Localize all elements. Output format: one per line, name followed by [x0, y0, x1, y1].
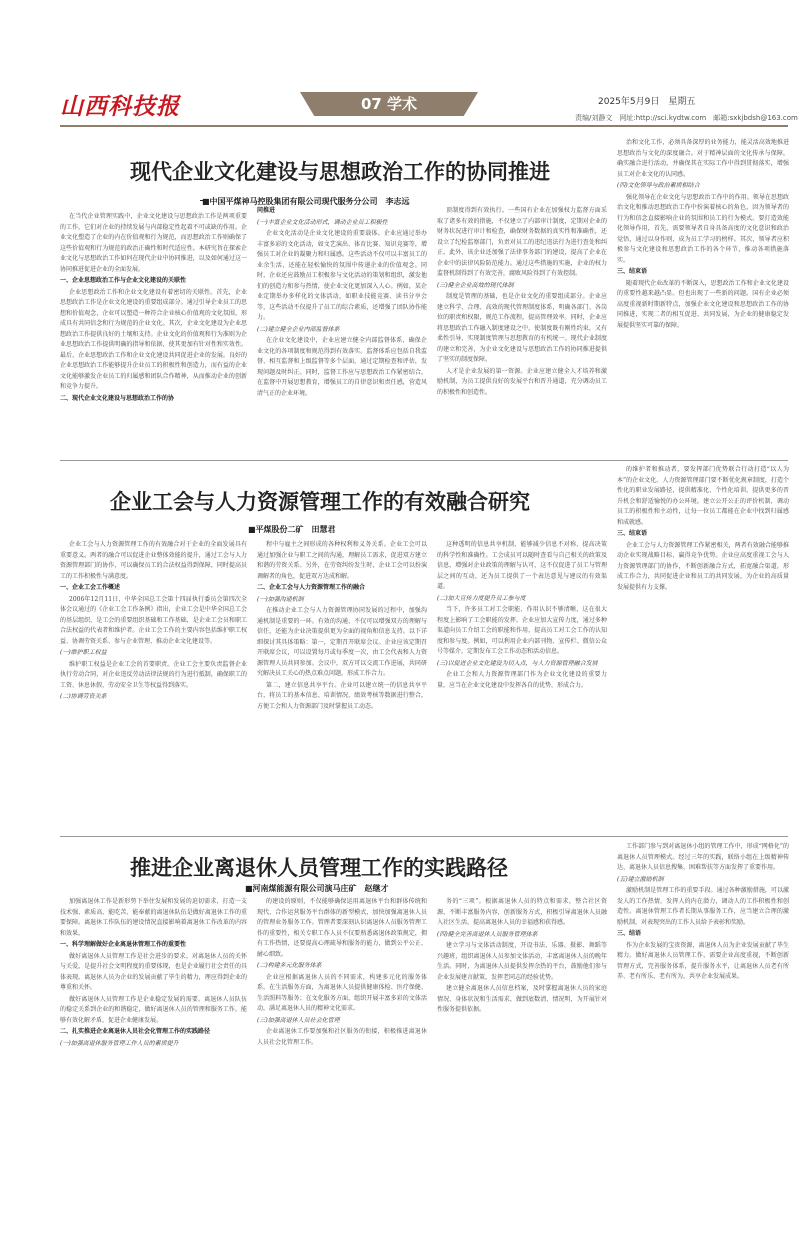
body-paragraph: 作为企业发展的宝贵资源，离退休人员为企业发展贡献了毕生精力。做好离退休人员管理工作，需要企业高度重视，不断创新管理方式，完善服务体系，提升服务水平，让离退休人员老有所养、老有所乐、老有所为，共享企业发展成果。: [617, 941, 789, 980]
body-paragraph: 企业离退休工作要加强和社区服务的衔接，积极推进离退休人员社会化管理工作。: [257, 1028, 427, 1046]
section-heading: (一)丰富企业文化活动形式，调动企业员工积极性: [257, 218, 388, 226]
section-heading: 一、企业工会工作概述: [60, 584, 121, 591]
body-paragraph: 企业应根据离退休人员的不同需求，构建多元化的服务体系。在生活服务方面，为离退休人员提供健康体检、医疗保健、生活照料等服务；在文化服务方面，组织开展丰富多彩的文体活动，满足离退休人员的精神文化需求。: [257, 973, 427, 1012]
article-1-col-2: [257, 206, 427, 452]
section-heading: 一、企业思想政治工作与企业文化建设的关联性: [60, 277, 187, 284]
article-3-byline: ■河南煤能源有限公司演马庄矿 赵继才: [245, 884, 389, 893]
article-2-col-2: [257, 540, 427, 830]
section-label: 07 学术: [360, 95, 418, 113]
article-1-col-3: [437, 206, 607, 452]
article-2-col-4: [617, 465, 789, 830]
body-paragraph: 做好离退休人员管理工作是社会进步的要求。对离退休人员的关怀与关爱，是提升社会文明程度的重要体现，也是企业履行社会责任的具体表现。离退休人员为企业的发展贡献了毕生的精力，理应得到企业的尊重和关怀。: [60, 952, 247, 991]
article-1-title: 现代企业文化建设与思想政治工作的协同推进: [130, 160, 550, 184]
body-paragraph: 在推动企业工会与人力资源管理协同发展的过程中，加强沟通机制是重要的一环。有效的沟通，不仅可以增强双方的理解与信任，还能为企业决策提供更为全面的视角和信息支持。以下详细探讨其具体策略：第一，定期召开联席会议。企业应该定期召开联席会议，可以设置每月或每季度一次，由工会代表和人力资源管理人员共同参加。会议中，双方可以交流工作进展，共同研究解决员工关心的热点难点问题，形成工作合力。: [257, 607, 427, 677]
body-paragraph: 维护职工权益是企业工会的首要职责。企业工会主要负责监督企业执行劳动合同，对企业违反劳动法律法规的行为进行抵制，确保职工的工资、休息休假、劳动安全卫生等权益得到落实。: [60, 660, 247, 689]
masthead-rule: [60, 125, 788, 127]
body-paragraph: 务的“三项”。根据离退休人员的特点和需求，整合社区资源，不断丰富服务内容，创新服务方式，积极引导离退休人员融入社区生活，提高离退休人员的幸福感和获得感。: [437, 898, 607, 926]
section-heading: 同推进: [257, 207, 276, 214]
body-paragraph: 顶制度得到有效执行。一些国有企业在加强权力监督方面采取了诸多有效的措施，不仅建立了内部审计制度，定期对企业的财务状况进行审计和检查，确保财务数据的真实性和准确性，还设立了纪检监察部门，负责对员工的违纪违法行为进行查处和纠正。此外，该企业还加强了法律事务部门的建设，提高了企业在企业中的法律风险防范能力。通过这些措施的实施，企业的权力监督机制得到了有效完善，腐败风险得到了有效控制。: [437, 207, 607, 277]
body-paragraph: 这种透明的信息共享机制，能够减少信息不对称，提高决策的科学性和准确性。工会成员可以随时查看与自己相关的政策及信息，增强对企业政策的理解与认可，这不仅促进了员工与管理层之间的互动，还为员工提供了一个表达意见与建议的有效渠道。: [437, 541, 607, 590]
editor-contact-line: 责编/刘静文 网址:http://sci.kydtw.com 邮箱:sxkjbdsh@163.com: [575, 114, 798, 122]
article-1-byline: ■中国平煤神马控股集团有限公司现代服务分公司 李志远: [202, 197, 410, 206]
body-paragraph: 的建设的原则，不仅能够确保运用离退休平台和群体传统和现代、合作运营服务平台群体的新型模式，加快加强离退休人员的管理业务服务工作。管理者要深刻认识离退休人员服务管理工作的重要性，相关专职工作人员不仅要熟悉离退休政策规定，拥有工作热情，还要提高心理疏导和服务的能力，做到公平公正、耐心细致。: [257, 898, 427, 958]
article-2-col-1: [60, 540, 247, 830]
body-paragraph: 制度是管理的基础，也是企业文化的重要组成部分。企业应建立科学、合理、高效的现代管理制度体系，明确各部门、各岗位的职责和权限，规范工作流程，提高管理效率。同时，企业应将思想政治工作融入制度建设之中，使制度既有刚性约束，又有柔性引导，实现制度管理与思想教育的有机统一。现代企业制度的建立和完善，为企业文化建设与思想政治工作的协同推进提供了坚实的制度保障。: [437, 293, 607, 363]
article-1-col-4: [617, 138, 789, 452]
article-separator: [60, 836, 788, 837]
section-heading: 二、企业工会与人力资源管理工作的融合: [257, 584, 366, 591]
body-paragraph: 企业思想政治工作和企业文化建设有着密切的关联性。首先，企业思想政治工作是企业文化建设的重要组成部分。通过引导企业员工的思想和价值观念，企业可以塑造一种符合企业核心价值观的文化氛围，形成具有共同信念和行为规范的企业文化。其次，企业文化建设为企业思想政治工作提供良好的土壤和支持。企业文化的价值观和行为准则为企业思想政治工作提供明确的指导和依据，使其更加有针对性和实效性。最后，企业思想政治工作和企业文化建设共同促进企业的发展。良好的企业思想政治工作能够提升企业员工的积极性和创造力，而有益的企业文化能够激发企业员工的归属感和团队合作精神，从而推动企业的创新和竞争力提升。: [60, 288, 247, 390]
body-paragraph: 的维护者和推动者，要发挥部门优势联合行动打造“以人为本”的企业文化。人力资源管理部门要不断优化规章制度，打造个性化的职业发展路径，提供精准化、个性化培训，提供更多的晋升机会和舒适愉悦的办公环境。建立公开公正的评价机制，调动员工的积极性和主动性，让每一位员工都能在企业中找到归属感和成就感。: [617, 466, 789, 526]
body-paragraph: 在企业文化建设中，企业应建立健全内部监督体系，确保企业文化的各项制度和规范得到有效落实。监督体系应包括自我监督、相互监督和上级监督等多个层面，通过定期检查和评估，发现问题及时纠正。同时，监督工作应与思想政治工作紧密结合，在监督中开展思想教育，增强员工的自律意识和责任感，营造风清气正的企业环境。: [257, 337, 427, 397]
article-separator: [60, 460, 788, 461]
section-heading: 一、科学理解做好企业离退休管理工作的重要性: [60, 941, 187, 948]
article-3-col-2: [257, 897, 427, 1242]
body-paragraph: 程中与雇主之间形成的各种权利和义务关系。企业工会可以通过加强企业与职工之间的沟通，理解员工需求，促进双方建立和谐的劳资关系。另外，在劳资纠纷发生时，企业工会可以扮演调解者的角色，促进双方达成和解。: [257, 541, 427, 580]
section-heading: 三、结语: [617, 930, 642, 937]
article-3-col-1: [60, 897, 247, 1242]
body-paragraph: 在当代企业管理实践中，企业文化建设与思想政治工作是两项重要的工作，它们对企业的持续发展与内部稳定性起着不可或缺的作用。企业文化塑造了企业的内在价值观和行为规范，而思想政治工作则确保了这些价值观和行为规范的政治正确性和时代适应性。本研究旨在探索企业文化与思想政治工作如何在现代企业中协同推进，以及如何通过这一协同推进促进企业的全面发展。: [60, 213, 247, 273]
section-heading: (二)加大宣传力度提升员工参与度: [437, 594, 526, 602]
article-3-col-4: [617, 842, 789, 1242]
section-heading: 三、结束语: [617, 268, 648, 275]
section-heading: (二)协调劳资关系: [60, 693, 107, 700]
body-paragraph: 治和文化工作，必须具备深厚的业务能力，能灵活高效地推进思想政治与文化的深度融合。对于精神层面的文化传承与保障，确实融合进行活动，并确保其在实际工作中得到贯彻落实，增强员工对企业文化的认同感。: [617, 139, 789, 178]
body-paragraph: 第二，建立信息共享平台。企业可以建立统一的信息共享平台，将员工的基本信息、培训情况、绩效考核等数据进行整合，方便工会和人力资源部门及时掌握员工动态。: [257, 681, 427, 710]
article-2-col-3: [437, 540, 607, 830]
section-heading: (二)构建多元化服务体系: [257, 962, 322, 969]
body-paragraph: 企业文化活动是企业文化建设的重要载体。企业应通过举办丰富多彩的文化活动，如文艺演出、体育比赛、知识竞赛等，增强员工对企业的凝聚力和归属感。这些活动不仅可以丰富员工的业余生活，还能在轻松愉快的氛围中传递企业的价值观念。同时，企业还应鼓励员工积极参与文化活动的策划和组织，激发他们的创造力和参与热情，使企业文化更加深入人心。例如，某企业定期举办多样化的文体活动，如职业技能竞赛、读书分享会等，这些活动不仅提升了员工的综合素质，还增强了团队协作能力。: [257, 230, 427, 321]
section-heading: (二)建立健全企业内部监督体系: [257, 325, 340, 333]
section-heading: (三)健全企业高效的现代体制: [437, 281, 514, 289]
masthead: [0, 0, 800, 126]
issue-date: 2025年5月9日 星期五: [598, 97, 696, 107]
section-heading: (四)健全完善离退休人员服务管理体系: [437, 930, 538, 938]
newspaper-logo: 山西科技报: [60, 93, 180, 120]
body-paragraph: 当下，许多员工对工会职能、作用认识不够清晰，这在很大程度上影响了工会职能的发挥。企业应加大宣传力度，通过多种渠道向员工介绍工会的职能和作用，提高员工对工会工作的认知度和参与度。例如，可以利用企业内部刊物、宣传栏、微信公众号等媒介，定期发布工会工作动态和活动信息。: [437, 606, 607, 655]
body-paragraph: 建立健全离退休人员信息档案，及时掌握离退休人员的家庭情况、身体状况和生活需求，做到底数清、情况明，为开展针对性服务提供依据。: [437, 985, 607, 1013]
article-2-title: 企业工会与人力资源管理工作的有效融合研究: [110, 490, 530, 514]
article-2-byline: ■平煤股份二矿 田慧君: [248, 525, 336, 534]
body-paragraph: 企业工会与人力资源管理工作的有效融合对于企业的全面发展具有重要意义。两者的融合可以促进企业整体效能的提升，通过工会与人力资源管理部门的协作，可以确保员工的合法权益得到保障，同时提高员工的工作积极性与满意度。: [60, 541, 247, 580]
section-heading: (一)加强沟通机制: [257, 595, 304, 603]
article-3-col-3: [437, 897, 607, 1242]
body-paragraph: 工作部门参与到对离退休小组的管理工作中，形成“网格化”的离退休人员管理模式。经过三年的实践，联络小组在上级精神传达、离退休人员信息搜集、困难帮扶等方面发挥了重要作用。: [617, 843, 789, 871]
body-paragraph: 加强离退休工作是新形势下举住发展和发展的迫切需求，打造一支技术强、素质高、能吃苦、能奉献的离退休队伍是做好离退休工作的重要保障。离退休工作队伍的建设情况直接影响着离退休工作改革的内容和效果。: [60, 898, 247, 937]
body-paragraph: 2006年12月11日，中华全国总工会第十四届执行委员会第四次全体会议通过的《企业工会工作条例》指出，企业工会是中华全国总工会的基层组织，是工会的重要组织基础和工作基础，是企业工会员和职工合法权益的代表者和维护者。企业工会工作的主要内容包括维护职工权益、协调劳资关系、参与企业管理、推动企业文化建设等。: [60, 595, 247, 645]
section-heading: (五)建立激励机制: [617, 875, 664, 883]
section-heading: (三)加强离退休人员社会化管理: [257, 1016, 340, 1024]
article-1-col-1: [60, 212, 247, 452]
body-paragraph: 强化领导在企业文化与思想政治工作中的作用。领导在思想政治文化和推动思想政治工作中扮演着核心的角色，因为领导者的行为和信念直接影响企业的氛围和员工的行为模式。要打造效能化领导作用，首先，需要领导者自身具备高度的文化意识和政治觉悟，通过以身作则，成为员工学习的榜样。其次，领导者应积极参与文化建设和思想政治工作的各个环节，推动各项措施落实。: [617, 193, 789, 264]
body-paragraph: 人才是企业发展的第一资源。企业应建立健全人才培养和激励机制，为员工提供良好的发展平台和晋升通道，充分调动员工的积极性和创造性。: [437, 367, 607, 396]
section-heading: 三、结束语: [617, 530, 648, 537]
body-paragraph: 随着现代企业改革的不断深入，思想政治工作和企业文化建设的重要性越来越凸显。但也出现了一些新的问题。国有企业必须高度重视新时期新特点，加强企业文化建设和思想政治工作的协同推进，实现二者的相互促进、共同发展，为企业的健康稳定发展提供坚实可靠的保障。: [617, 279, 789, 329]
body-paragraph: 建立学习与文体活动制度，开设书法、乐器、摄影、舞蹈等兴趣班，组织离退休人员参加文体活动，丰富离退休人员的晚年生活。同时，为离退休人员提供发挥余热的平台，鼓励他们参与企业发展建言献策，发挥老同志的经验优势。: [437, 942, 607, 981]
section-heading: (四)文化领导与政治素质相结合: [617, 182, 700, 189]
section-heading: 二、现代企业文化建设与思想政治工作的协: [60, 394, 175, 402]
section-heading: (三)以促进企业文化建设为切入点，与人力资源管理融合发展: [437, 659, 598, 667]
section-heading: 二、扎实推进企业离退休人员社会化管理工作的实践路径: [60, 1028, 211, 1035]
body-paragraph: 企业工会与人力资源管理工作紧密相关，两者有效融合能够推动企业实现战略目标、赢得竞争优势。企业应高度重视工会与人力资源管理部门的协作，不断创新融合方式，拓宽融合渠道，形成工作合力，共同促进企业和员工的共同发展，为企业的高质量发展提供有力支撑。: [617, 541, 789, 591]
section-heading: (一)维护职工权益: [60, 649, 107, 656]
body-paragraph: 激励机制是管理工作的重要手段。通过各种激励措施，可以激发人的工作热情，发挥人的内在潜力，调动人的工作积极性和创造性。离退休管理工作者长期从事服务工作，应当建立合理的激励机制，对表现突出的工作人员给予表彰和奖励。: [617, 887, 789, 926]
body-paragraph: 企业工会和人力资源管理部门作为企业文化建设的重要力量，应当在企业文化建设中发挥各自的优势，形成合力。: [437, 671, 607, 689]
body-paragraph: 做好离退休人员管理工作是企业稳定发展的需要。离退休人员队伍的稳定关系到企业的和谐稳定，做好离退休人员的管理和服务工作，能够有效化解矛盾，促进企业健康发展。: [60, 995, 247, 1024]
section-heading: (一)加强离退休服务管理工作人员的素质提升: [60, 1039, 179, 1047]
article-3-title: 推进企业离退休人员管理工作的实践路径: [130, 856, 508, 880]
